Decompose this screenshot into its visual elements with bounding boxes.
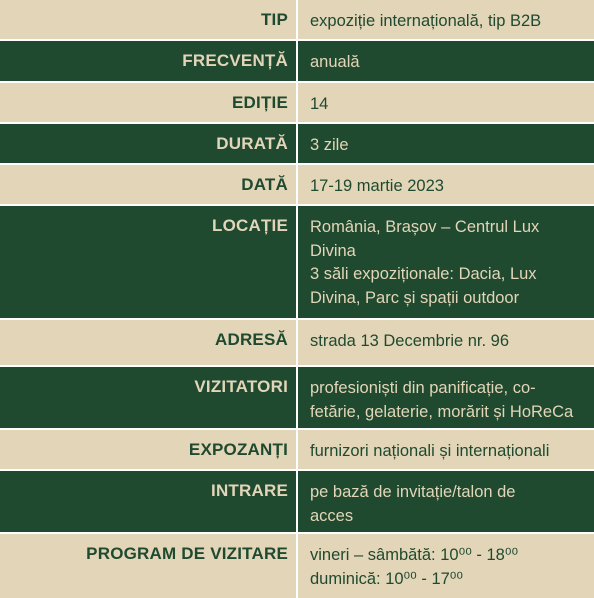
row-value: profesioniști din panificație, co- fetărie, gelaterie, morărit și HoReCa (296, 367, 594, 428)
row-value: România, Brașov – Centrul Lux Divina 3 săli expoziționale: Dacia, Lux Divina, Parc și spații outdoor (296, 206, 594, 318)
row-label: PROGRAM DE VIZITARE (86, 544, 288, 563)
row-label: VIZITATORI (194, 377, 288, 396)
row-value: furnizori naționali și internaționali (296, 430, 594, 469)
row-label: TIP (260, 10, 288, 29)
row-label: EDIȚIE (232, 93, 288, 112)
row-adresa (0, 320, 594, 367)
row-value: 17-19 martie 2023 (296, 165, 594, 204)
row-label: EXPOZANȚI (188, 440, 288, 459)
row-expozanti (0, 430, 594, 471)
row-value: 3 zile (296, 124, 594, 163)
row-value: pe bază de invitație/talon de acces (296, 471, 594, 532)
row-value: strada 13 Decembrie nr. 96 (296, 320, 594, 365)
row-intrare (0, 471, 594, 534)
row-value: expoziție internațională, tip B2B (296, 0, 594, 39)
row-label: ADRESĂ (215, 330, 288, 349)
row-value: anuală (296, 41, 594, 81)
row-data (0, 165, 594, 206)
row-tip (0, 0, 594, 41)
row-label: INTRARE (211, 481, 288, 500)
row-editie (0, 83, 594, 124)
row-frecventa (0, 41, 594, 83)
row-durata (0, 124, 594, 165)
row-label: LOCAȚIE (211, 216, 288, 235)
row-label: FRECVENȚĂ (182, 51, 288, 70)
row-vizitatori (0, 367, 594, 430)
row-locatie (0, 206, 594, 320)
row-label: DATĂ (241, 175, 288, 194)
row-value: 14 (296, 83, 594, 122)
row-label: DURATĂ (216, 134, 288, 153)
row-value: vineri – sâmbătă: 10⁰⁰ - 18⁰⁰ duminică: 10⁰⁰ - 17⁰⁰ (296, 534, 594, 598)
row-program (0, 534, 594, 598)
